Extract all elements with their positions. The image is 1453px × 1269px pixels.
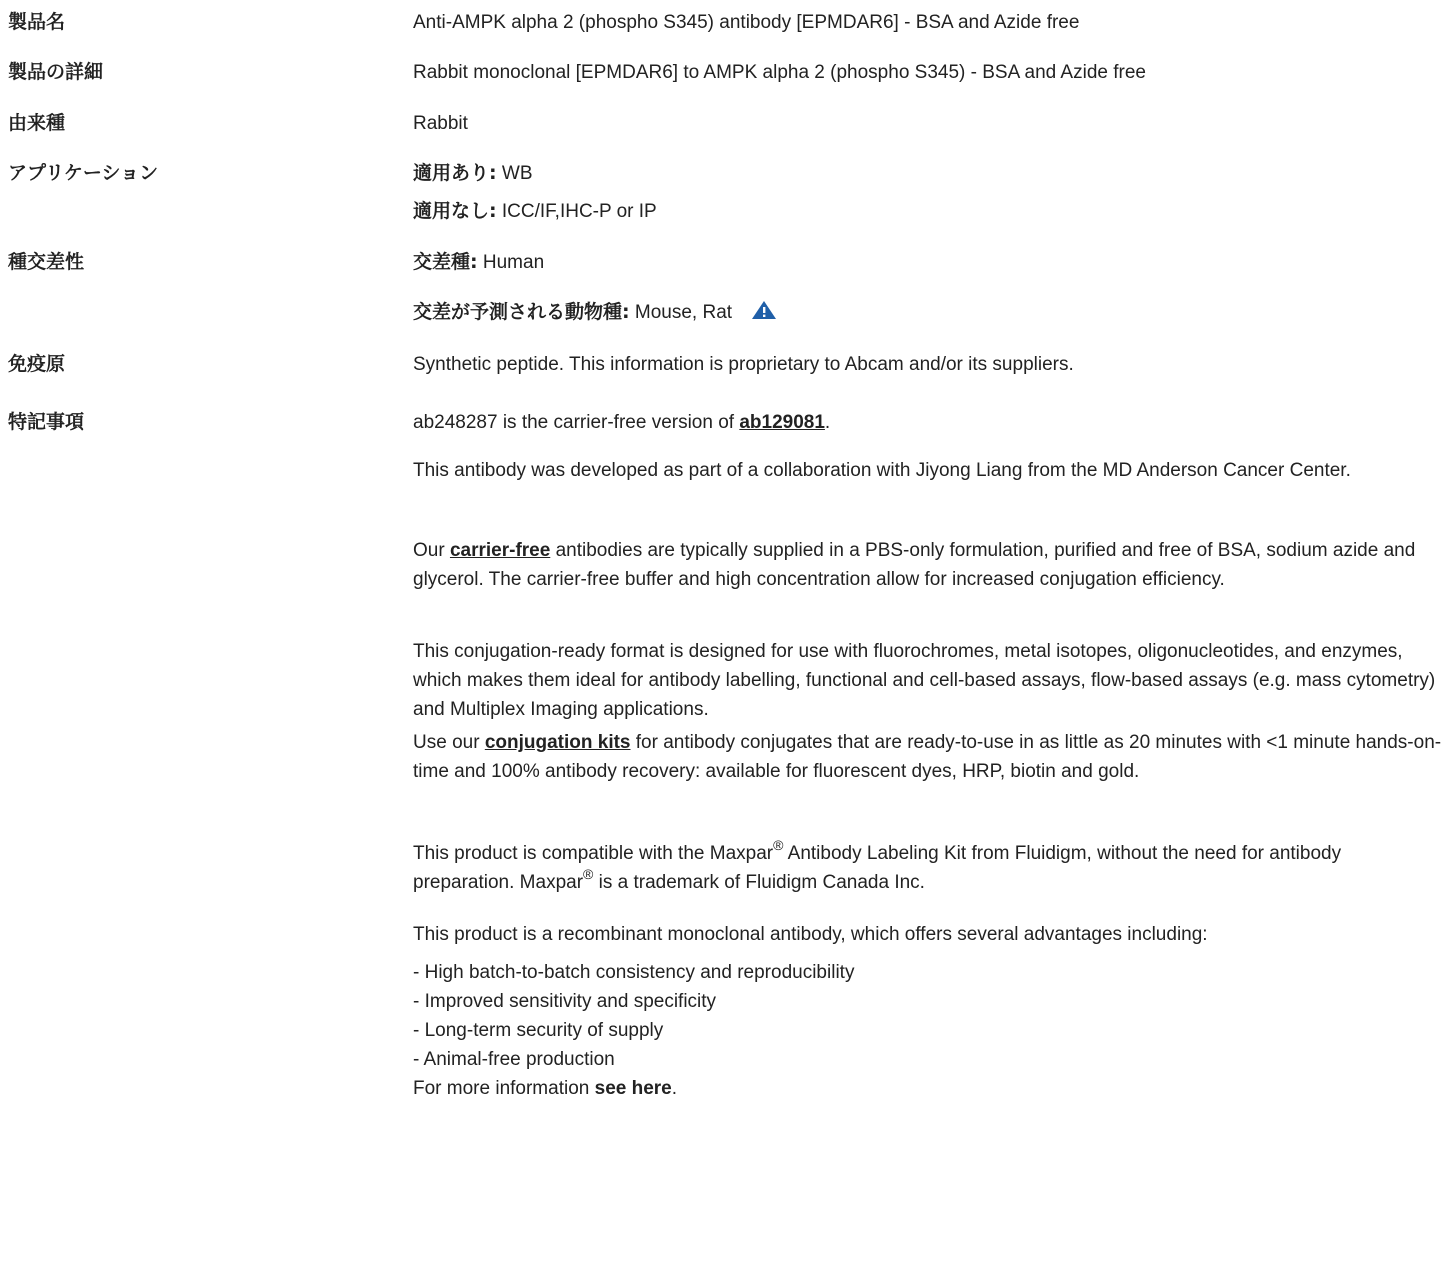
notes-p1-end: . [824, 412, 831, 433]
reacts-with-value: Human [477, 252, 545, 273]
more-info-text: For more information [413, 1078, 595, 1099]
notes-p1-text: ab248287 is the carrier-free version of [413, 412, 740, 433]
notes-paragraph-carrier-free-formulation [413, 536, 1443, 594]
applications-tested-value: WB [496, 163, 533, 184]
more-info-end: . [671, 1078, 678, 1099]
notes-paragraph-conjugation-format: This conjugation-ready format is designed for use with fluorochromes, metal isotopes, oligonucleotides, and enzymes, which makes them ideal for antibody labelling, functional and cell-based assays, flow-based assays (e.g. mass cytometry) and Multiplex Imaging applications. [413, 641, 1436, 720]
notes-paragraph-maxpar [413, 836, 1443, 897]
notes-p3-text: antibodies are typically supplied in a PBS-only formulation, purified and free of BSA, sodium azide and glycerol. The carrier-free buffer and high concentration allow for increased conjugation efficiency. [413, 540, 1416, 590]
advantages-list [413, 958, 1443, 1103]
warning-triangle-icon[interactable] [751, 300, 777, 320]
immunogen-label: 免疫原 [8, 353, 66, 375]
immunogen-value: Synthetic peptide. This information is proprietary to Abcam and/or its suppliers. [413, 354, 1074, 375]
notes-p6-a: This product is compatible with the Maxpar [413, 843, 774, 864]
registered-mark: ® [583, 865, 594, 882]
notes-p6-c: is a trademark of Fluidigm Canada Inc. [593, 872, 925, 893]
applications-tested-line [413, 159, 533, 188]
applications-not-key: 適用なし: [413, 200, 497, 222]
applications-not-value: ICC/IF,IHC-P or IP [496, 201, 657, 222]
product-name-value: Anti-AMPK alpha 2 (phospho S345) antibody [EPMDAR6] - BSA and Azide free [413, 12, 1080, 33]
list-item: - Animal-free production [413, 1049, 615, 1070]
conjugation-kits-link[interactable]: conjugation kits [484, 732, 631, 753]
reacts-with-key: 交差種: [413, 251, 478, 273]
predicted-key: 交差が予測される動物種: [413, 301, 630, 323]
reacts-with-line [413, 248, 544, 277]
notes-paragraph-conjugation-kits [413, 728, 1443, 786]
notes-p5-start: Use our [413, 732, 485, 753]
list-item: - High batch-to-batch consistency and reproducibility [413, 962, 855, 983]
product-detail-label: 製品の詳細 [8, 61, 104, 83]
notes-paragraph-collaboration: This antibody was developed as part of a collaboration with Jiyong Liang from the MD Anderson Cancer Center. [413, 460, 1351, 481]
notes-p3-start: Our [413, 540, 450, 561]
reactivity-label: 種交差性 [8, 251, 85, 273]
product-detail-value: Rabbit monoclonal [EPMDAR6] to AMPK alpha 2 (phospho S345) - BSA and Azide free [413, 62, 1146, 83]
see-here-link[interactable]: see here [594, 1078, 672, 1099]
applications-not-line [413, 197, 657, 226]
notes-label: 特記事項 [8, 411, 85, 433]
more-info-line [413, 1074, 1443, 1103]
applications-tested-key: 適用あり: [413, 162, 497, 184]
product-name-label: 製品名 [8, 11, 66, 33]
ab129081-link[interactable]: ab129081 [739, 412, 825, 433]
notes-p5-text: for antibody conjugates that are ready-to-use in as little as 20 minutes with <1 minute hands-on-time and 100% antibody recovery: available for fluorescent dyes, HRP, biotin and gold. [413, 732, 1442, 782]
notes-p6-b: Antibody Labeling Kit from Fluidigm, without the need for antibody preparation. Maxpar [413, 843, 1342, 893]
predicted-value: Mouse, Rat [629, 302, 733, 323]
list-item: - Improved sensitivity and specificity [413, 991, 717, 1012]
host-label: 由来種 [8, 112, 66, 134]
notes-paragraph-carrier-free-version [413, 408, 1443, 437]
predicted-line [413, 298, 777, 327]
applications-label: アプリケーション [8, 162, 159, 184]
host-value: Rabbit [413, 113, 468, 134]
list-item: - Long-term security of supply [413, 1020, 664, 1041]
notes-paragraph-recombinant: This product is a recombinant monoclonal antibody, which offers several advantages including: [413, 924, 1208, 945]
registered-mark: ® [773, 836, 784, 853]
carrier-free-link[interactable]: carrier-free [449, 540, 551, 561]
